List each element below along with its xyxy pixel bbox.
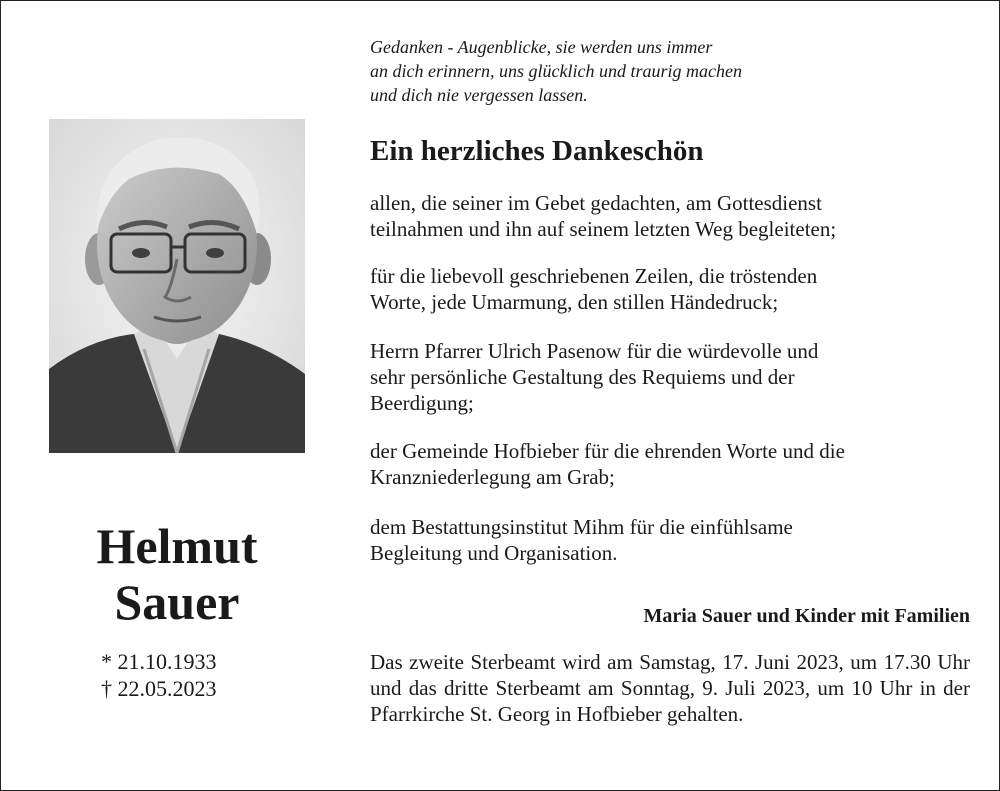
paragraph-line: der Gemeinde Hofbieber für die ehrenden Worte und die bbox=[370, 439, 845, 463]
quote-line: Gedanken - Augenblicke, sie werden uns immer bbox=[370, 37, 713, 57]
death-date: † 22.05.2023 bbox=[101, 676, 217, 701]
portrait-photo bbox=[49, 119, 305, 453]
thanks-paragraph bbox=[370, 514, 970, 566]
life-dates bbox=[101, 648, 217, 702]
deceased-first-name: Helmut bbox=[96, 518, 258, 574]
thanks-paragraph bbox=[370, 338, 970, 416]
quote-line: und dich nie vergessen lassen. bbox=[370, 85, 588, 105]
deceased-last-name: Sauer bbox=[114, 574, 240, 630]
birth-date: * 21.10.1933 bbox=[101, 649, 217, 674]
paragraph-line: teilnahmen und ihn auf seinem letzten Weg begleiteten; bbox=[370, 217, 837, 241]
paragraph-line: Begleitung und Organisation. bbox=[370, 541, 618, 565]
paragraph-line: Herrn Pfarrer Ulrich Pasenow für die würdevolle und bbox=[370, 339, 819, 363]
quote-line: an dich erinnern, uns glücklich und traurig machen bbox=[370, 61, 742, 81]
family-signature: Maria Sauer und Kinder mit Familien bbox=[643, 605, 970, 627]
paragraph-line: für die liebevoll geschriebenen Zeilen, die tröstenden bbox=[370, 264, 818, 288]
paragraph-line: allen, die seiner im Gebet gedachten, am Gottesdienst bbox=[370, 191, 822, 215]
thanks-paragraph bbox=[370, 438, 970, 490]
paragraph-line: sehr persönliche Gestaltung des Requiems und der bbox=[370, 365, 795, 389]
thanks-headline: Ein herzliches Dankeschön bbox=[370, 135, 704, 167]
portrait-image bbox=[49, 119, 305, 453]
paragraph-line: Worte, jede Umarmung, den stillen Händedruck; bbox=[370, 290, 779, 314]
service-notice bbox=[370, 649, 970, 727]
paragraph-line: Kranzniederlegung am Grab; bbox=[370, 465, 615, 489]
paragraph-line: dem Bestattungsinstitut Mihm für die einfühlsame bbox=[370, 515, 793, 539]
notice-text: Das zweite Sterbeamt wird am Samstag, 17. Juni 2023, um 17.30 Uhr und das dritte Sterbeamt am Sonntag, 9. Juli 2023, um 10 Uhr in der Pfarrkirche St. Georg in Hofbieber gehalten. bbox=[370, 650, 970, 726]
memorial-quote bbox=[370, 35, 970, 107]
thanks-paragraph bbox=[370, 190, 970, 242]
thanks-paragraph bbox=[370, 263, 970, 315]
paragraph-line: Beerdigung; bbox=[370, 391, 474, 415]
